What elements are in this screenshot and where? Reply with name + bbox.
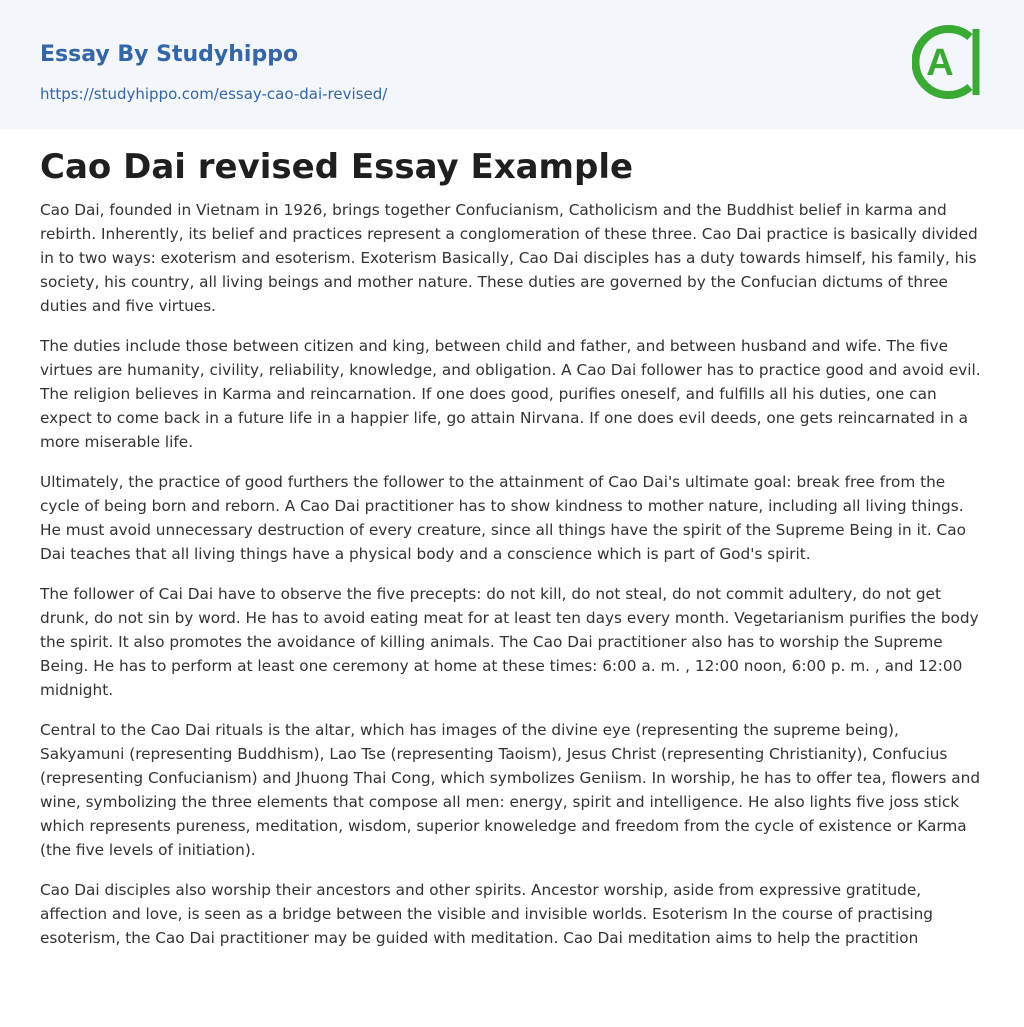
- article-paragraph: Cao Dai, founded in Vietnam in 1926, brings together Confucianism, Catholicism and the Buddhist belief in karma and rebirth. Inherently, its belief and practices represent a conglomeration of these three. Cao Dai practice is basically divided in to two ways: exoterism and esoterism. Exoterism Basically, Cao Dai disciples has a duty towards himself, his family, his society, his country, all living beings and mother nature. These duties are governed by the Confucian dictums of three duties and five virtues.: [40, 201, 978, 315]
- article-paragraph: Ultimately, the practice of good furthers the follower to the attainment of Cao Dai's ultimate goal: break free from the cycle of being born and reborn. A Cao Dai practitioner has to show kindness to mother nature, including all living things. He must avoid unnecessary destruction of every creature, since all things have the spirit of the Supreme Being in it. Cao Dai teaches that all living things have a physical body and a conscience which is part of God's spirit.: [40, 473, 966, 563]
- site-header: [0, 0, 1024, 129]
- logo-letter: A: [926, 42, 954, 84]
- site-brand[interactable]: Essay By Studyhippo: [40, 42, 299, 67]
- article-paragraph: Central to the Cao Dai rituals is the altar, which has images of the divine eye (representing the supreme being), Sakyamuni (representing Buddhism), Lao Tse (representing Taoism), Jesus Christ (representing Christianity), Confucius (representing Confucianism) and Jhuong Thai Cong, which symbolizes Geniism. In worship, he has to offer tea, flowers and wine, symbolizing the three elements that compose all men: energy, spirit and intelligence. He also lights five joss stick which represents pureness, meditation, wisdom, superior knoweledge and freedom from the cycle of existence or Karma (the five levels of initiation).: [40, 721, 981, 859]
- article-paragraph: The duties include those between citizen and king, between child and father, and between husband and wife. The five virtues are humanity, civility, reliability, knowledge, and obligation. A Cao Dai follower has to practice good and avoid evil. The religion believes in Karma and reincarnation. If one does good, purifies oneself, and fulfills all his duties, one can expect to come back in a future life in a happier life, go attain Nirvana. If one does evil deeds, one gets reincarnated in a more miserable life.: [40, 337, 981, 451]
- article-content: [40, 142, 986, 966]
- article-paragraph: Cao Dai disciples also worship their ancestors and other spirits. Ancestor worship, aside from expressive gratitude, affection and love, is seen as a bridge between the visible and invisible worlds. Esoterism In the course of practising esoterism, the Cao Dai practitioner may be guided with meditation. Cao Dai meditation aims to help the practition: [40, 881, 934, 947]
- source-url-link[interactable]: https://studyhippo.com/essay-cao-dai-revised/: [40, 85, 388, 103]
- studyhippo-logo-icon[interactable]: [912, 19, 986, 105]
- article-paragraph: The follower of Cai Dai have to observe the five precepts: do not kill, do not steal, do not commit adultery, do not get drunk, do not sin by word. He has to avoid eating meat for at least ten days every month. Vegetarianism purifies the body the spirit. It also promotes the avoidance of killing animals. The Cao Dai practitioner also has to worship the Supreme Being. He has to perform at least one ceremony at home at these times: 6:00 a. m. , 12:00 noon, 6:00 p. m. , and 12:00 midnight.: [40, 585, 979, 699]
- article-title: Cao Dai revised Essay Example: [40, 147, 634, 187]
